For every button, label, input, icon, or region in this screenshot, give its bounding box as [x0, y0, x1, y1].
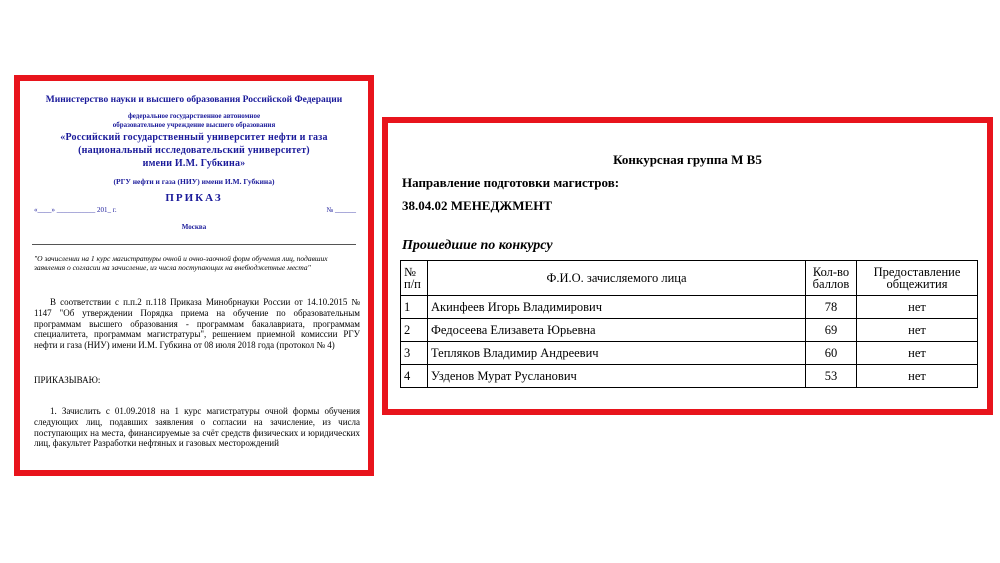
university-name-line3: имени И.М. Губкина» — [142, 158, 246, 169]
ministry-title: Министерство науки и высшего образования Российской Федерации — [45, 95, 343, 105]
header-divider — [32, 244, 356, 245]
document-type: ПРИКАЗ — [165, 192, 223, 204]
row-dorm: нет — [857, 342, 978, 365]
order-date: «____» ___________ 201_ г. — [34, 206, 117, 214]
row-score: 78 — [806, 296, 857, 319]
row-name: Акинфеев Игорь Владимирович — [428, 296, 806, 319]
row-score: 53 — [806, 365, 857, 388]
column-header-name: Ф.И.О. зачисляемого лица — [428, 261, 806, 296]
order-preamble: В соответствии с п.п.2 п.118 Приказа Минобрнауки России от 14.10.2015 № 1147 "Об утверждении Порядка приема на обучение по образовательным программам высшего образования - программам бакалавриата, программам специалитета, программам магистратуры", решением приемной комиссии РГУ нефти и газа (НИУ) имени И.М. Губкина от 08 июля 2018 года (протокол № 4) — [34, 297, 360, 351]
row-dorm: нет — [857, 365, 978, 388]
table-row — [401, 342, 978, 365]
row-num: 1 — [401, 296, 428, 319]
order-subject: "О зачислении на 1 курс магистратуры очной и очно-заочной форм обучения лиц, подавших заявления о согласии на зачисление, из числа поступающих на внебюджетные места" — [34, 254, 328, 272]
order-document-panel — [14, 75, 374, 476]
institution-type-line1: федеральное государственное автономное — [127, 112, 261, 120]
university-short-name: (РГУ нефти и газа (НИУ) имени И.М. Губкина) — [113, 177, 275, 186]
row-num: 4 — [401, 365, 428, 388]
university-name-line2: (национальный исследовательский университет) — [78, 145, 310, 156]
row-name: Федосеева Елизавета Юрьевна — [428, 319, 806, 342]
column-header-score: Кол-во баллов — [806, 261, 857, 296]
row-dorm: нет — [857, 319, 978, 342]
competition-group-title: Конкурсная группа М В5 — [613, 152, 762, 167]
row-num: 2 — [401, 319, 428, 342]
row-num: 3 — [401, 342, 428, 365]
passed-heading: Прошедшие по конкурсу — [402, 238, 553, 253]
orders-heading: ПРИКАЗЫВАЮ: — [34, 375, 101, 385]
university-name-line1: «Российский государственный университет нефти и газа — [60, 132, 328, 143]
city: Москва — [181, 223, 207, 231]
admission-table — [400, 260, 978, 388]
row-dorm: нет — [857, 296, 978, 319]
order-item-1: 1. Зачислить с 01.09.2018 на 1 курс магистратуры очной формы обучения следующих лиц, подавших заявления о согласии на зачисление, из числа поступающих на места, финансируемые за счёт средств физических и юридических лиц, факультет Разработки нефтяных и газовых месторождений — [34, 406, 360, 449]
row-name: Узденов Мурат Русланович — [428, 365, 806, 388]
table-row — [401, 365, 978, 388]
row-score: 69 — [806, 319, 857, 342]
column-header-num: № п/п — [401, 261, 428, 296]
competition-list-panel — [382, 117, 993, 415]
order-number: № ______ — [326, 206, 356, 214]
institution-type-line2: образовательное учреждение высшего образования — [112, 121, 276, 129]
training-direction-label: Направление подготовки магистров: — [402, 175, 620, 190]
row-score: 60 — [806, 342, 857, 365]
table-row — [401, 296, 978, 319]
program-code: 38.04.02 МЕНЕДЖМЕНТ — [402, 198, 552, 213]
row-name: Тепляков Владимир Андреевич — [428, 342, 806, 365]
column-header-dorm: Предоставление общежития — [857, 261, 978, 296]
table-header-row — [401, 261, 978, 296]
table-row — [401, 319, 978, 342]
